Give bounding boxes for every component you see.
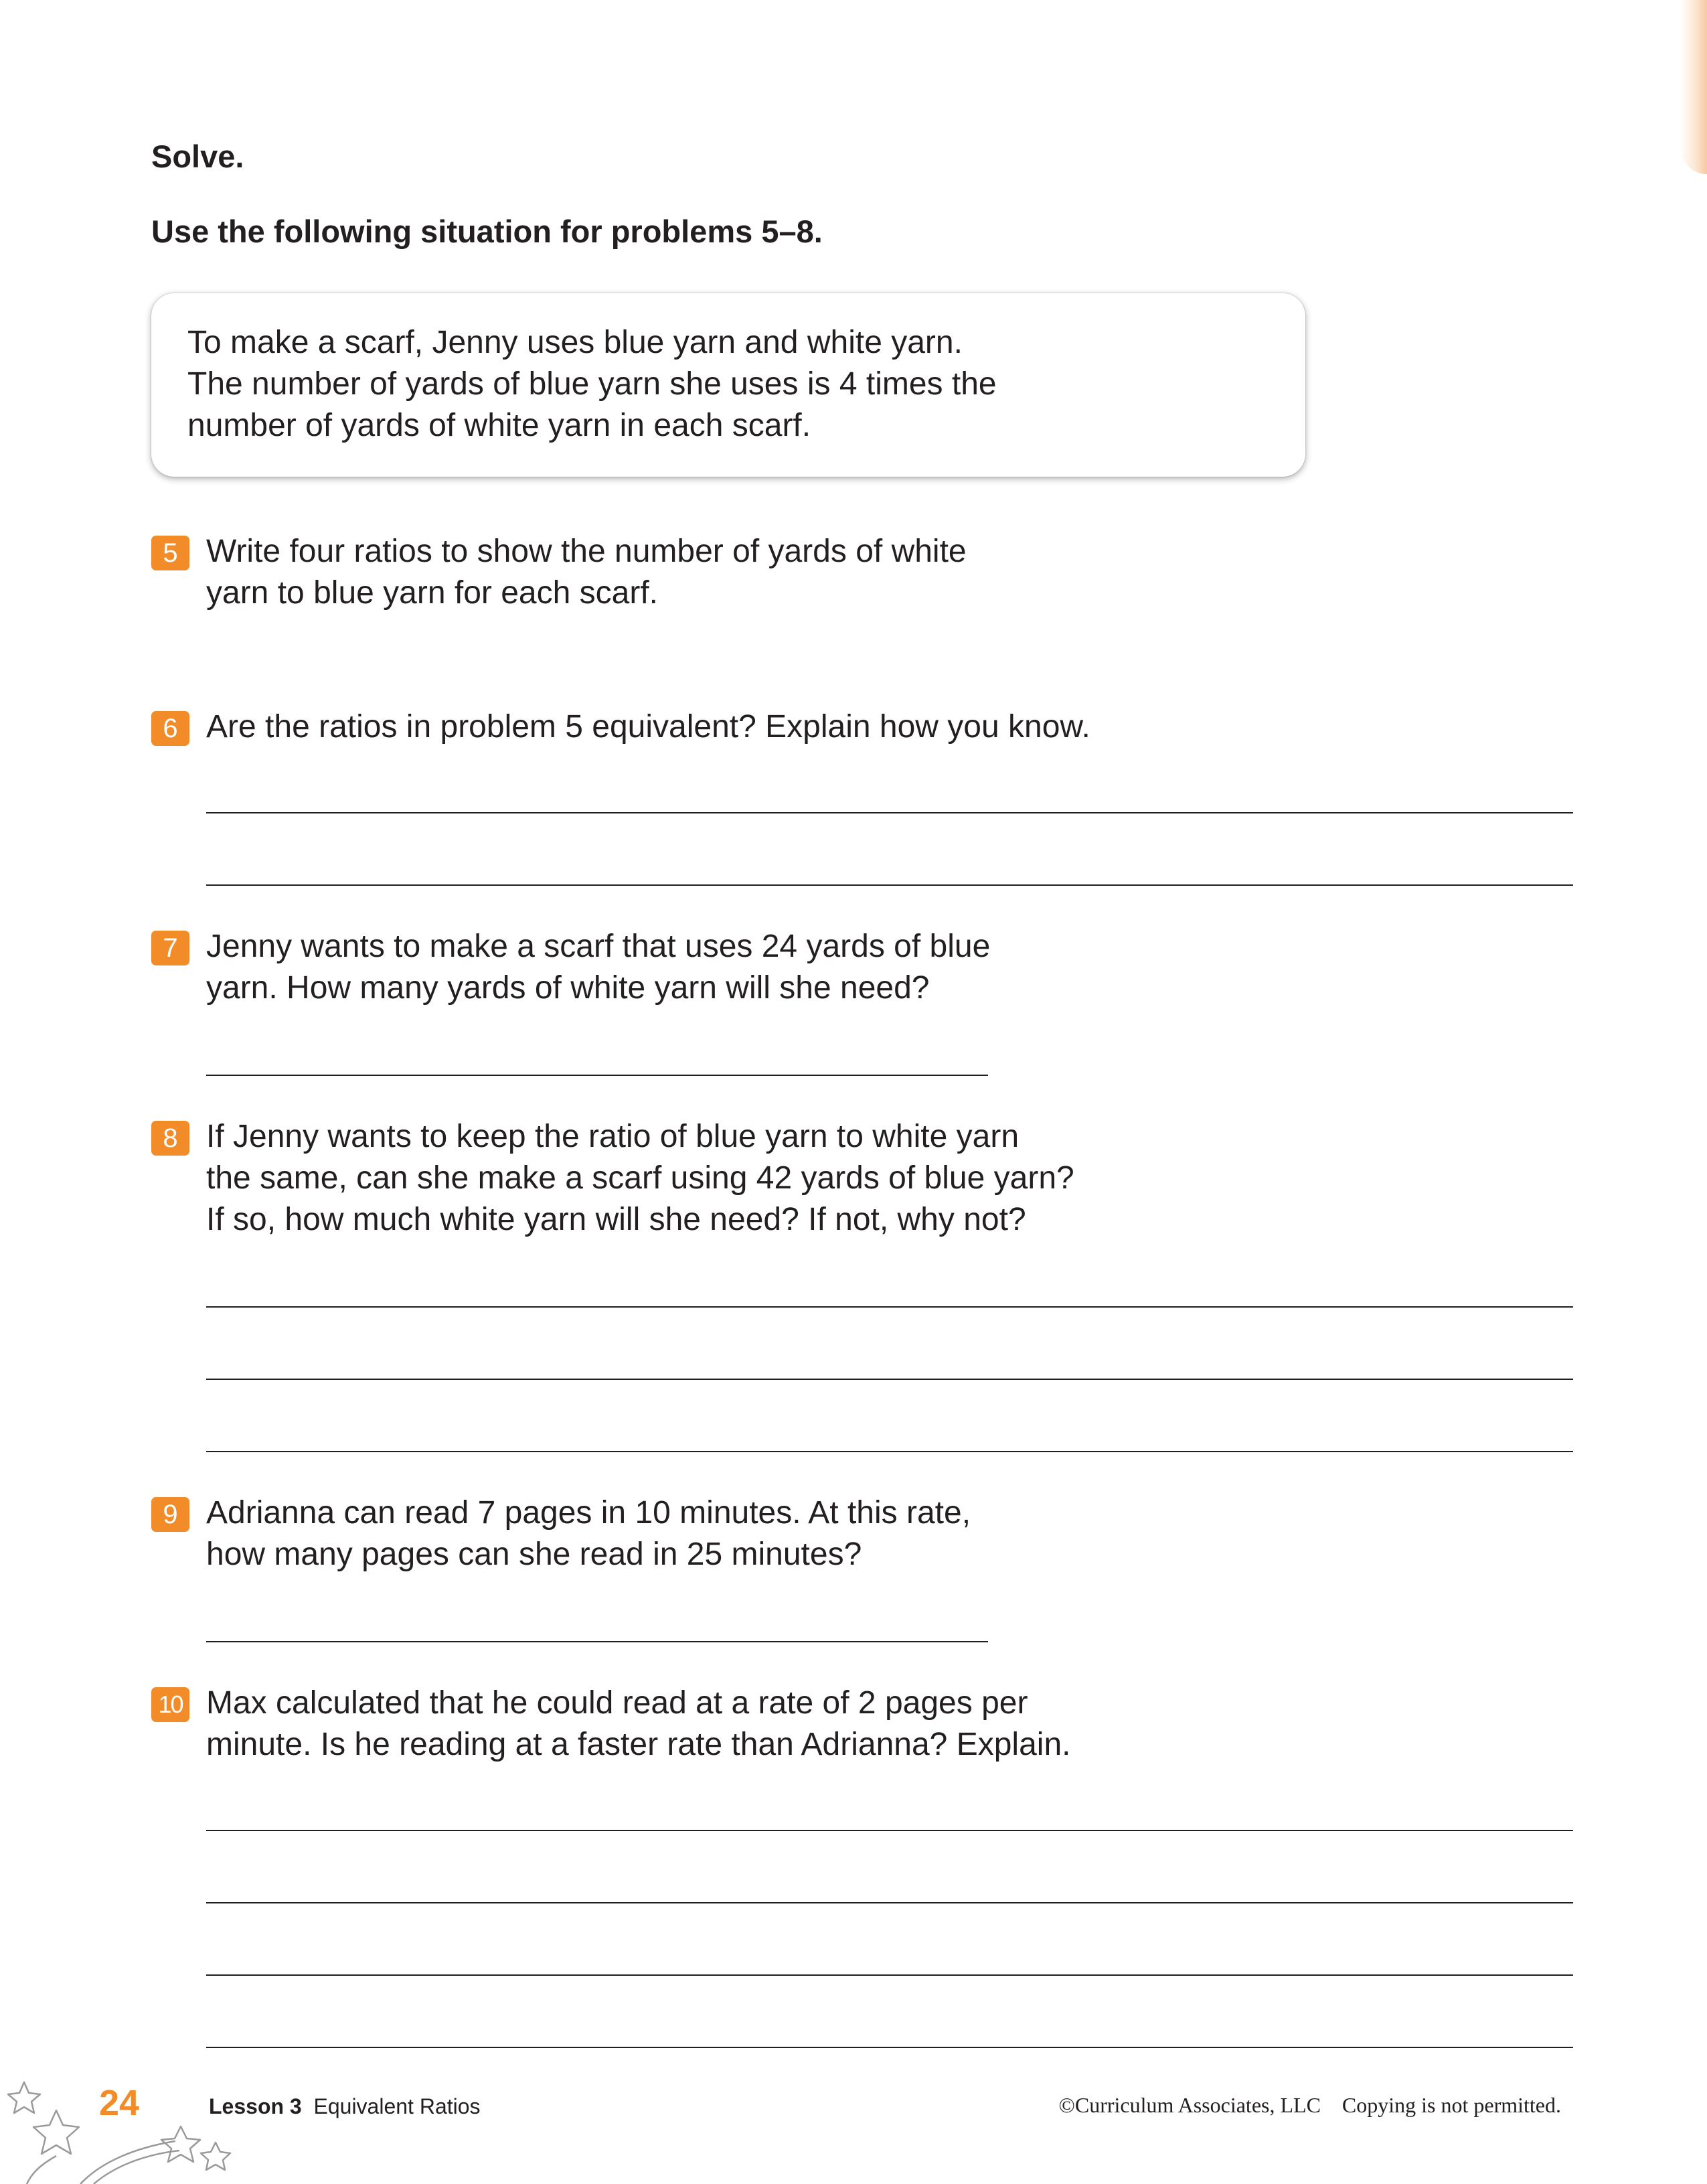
problem-8-text-line: If so, how much white yarn will she need? If not, why not? xyxy=(206,1202,1026,1237)
section-heading: Solve. xyxy=(151,139,244,174)
problem-5-text-line: yarn to blue yarn for each scarf. xyxy=(206,575,658,611)
page-number: 24 xyxy=(99,2083,140,2123)
problem-number-badge: 6 xyxy=(151,711,189,746)
problem-number-badge: 7 xyxy=(151,931,189,965)
answer-line[interactable] xyxy=(206,2047,1573,2048)
situation-line: number of yards of white yarn in each scarf. xyxy=(187,408,811,443)
answer-line[interactable] xyxy=(206,1379,1573,1380)
situation-line: To make a scarf, Jenny uses blue yarn and white yarn. xyxy=(187,325,963,360)
answer-line[interactable] xyxy=(206,1451,1573,1452)
problem-number-badge: 9 xyxy=(151,1497,189,1532)
problem-8-text-line: If Jenny wants to keep the ratio of blue yarn to white yarn xyxy=(206,1119,1020,1154)
lesson-title: Equivalent Ratios xyxy=(313,2094,481,2118)
problem-number-badge: 10 xyxy=(151,1687,189,1722)
lesson-label: Lesson 3 xyxy=(209,2094,302,2118)
page-edge-shading xyxy=(1680,0,1707,174)
lesson-footer xyxy=(209,2094,481,2119)
problem-9-text-line: how many pages can she read in 25 minutes? xyxy=(206,1537,862,1572)
answer-line[interactable] xyxy=(206,1075,988,1076)
answer-line[interactable] xyxy=(206,1641,988,1642)
problem-9-text-line: Adrianna can read 7 pages in 10 minutes. At this rate, xyxy=(206,1495,971,1531)
problem-6-text-line: Are the ratios in problem 5 equivalent? Explain how you know. xyxy=(206,709,1090,745)
problem-7-text-line: yarn. How many yards of white yarn will she need? xyxy=(206,970,930,1006)
problem-number-badge: 8 xyxy=(151,1121,189,1156)
problem-10-text-line: Max calculated that he could read at a rate of 2 pages per xyxy=(206,1685,1028,1721)
answer-line[interactable] xyxy=(206,812,1573,813)
copying-notice: Copying is not permitted. xyxy=(1342,2093,1561,2117)
problem-5-text-line: Write four ratios to show the number of yards of white xyxy=(206,534,967,569)
answer-line[interactable] xyxy=(206,1830,1573,1831)
problem-8-text-line: the same, can she make a scarf using 42 yards of blue yarn? xyxy=(206,1160,1074,1196)
answer-line[interactable] xyxy=(206,1902,1573,1903)
stars-decoration-icon xyxy=(0,2062,281,2184)
situation-line: The number of yards of blue yarn she uses is 4 times the xyxy=(187,366,997,402)
copyright-text: ©Curriculum Associates, LLC xyxy=(1058,2093,1321,2117)
copyright-footer xyxy=(1059,2093,1561,2118)
answer-line[interactable] xyxy=(206,1306,1573,1308)
problem-number-badge: 5 xyxy=(151,536,189,570)
problem-7-text-line: Jenny wants to make a scarf that uses 24 yards of blue xyxy=(206,929,991,964)
situation-box xyxy=(151,293,1305,477)
situation-heading: Use the following situation for problems 5–8. xyxy=(151,214,823,249)
answer-line[interactable] xyxy=(206,884,1573,886)
problem-10-text-line: minute. Is he reading at a faster rate than Adrianna? Explain. xyxy=(206,1727,1071,1762)
answer-line[interactable] xyxy=(206,1974,1573,1976)
